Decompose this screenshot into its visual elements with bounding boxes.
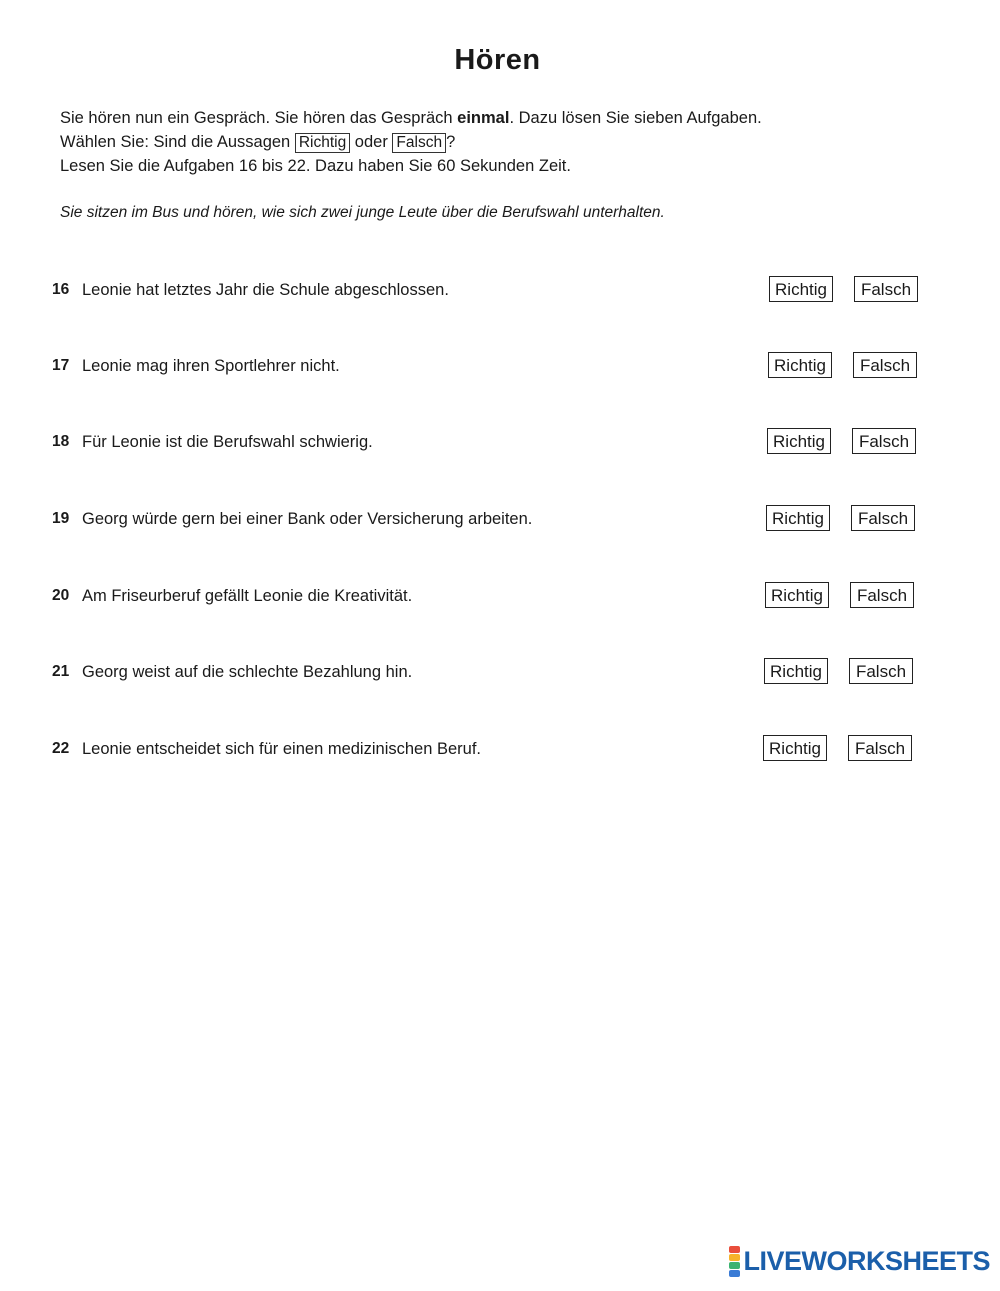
instruction-text: . Dazu lösen Sie sieben Aufgaben. (509, 109, 762, 127)
task-statement: Leonie entscheidet sich für einen medizinischen Beruf. (82, 740, 481, 758)
instructions (60, 106, 940, 178)
richtig-button[interactable]: Richtig (765, 582, 829, 608)
richtig-button[interactable]: Richtig (766, 505, 830, 531)
task-22 (52, 735, 922, 765)
task-number: 19 (52, 510, 70, 527)
instruction-line-3: Lesen Sie die Aufgaben 16 bis 22. Dazu haben Sie 60 Sekunden Zeit. (60, 157, 571, 175)
richtig-button[interactable]: Richtig (763, 735, 827, 761)
instruction-text: ? (446, 133, 456, 151)
task-statement: Am Friseurberuf gefällt Leonie die Kreativität. (82, 587, 413, 605)
task-18 (52, 428, 922, 458)
task-17 (52, 352, 922, 382)
richtig-button[interactable]: Richtig (768, 352, 832, 378)
logo-mark-icon (729, 1246, 740, 1277)
situation-text: Sie sitzen im Bus und hören, wie sich zwei junge Leute über die Berufswahl unterhalten. (60, 204, 665, 221)
task-number: 16 (52, 281, 70, 298)
logo-text: LIVEWORKSHEETS (743, 1246, 990, 1276)
task-statement: Georg würde gern bei einer Bank oder Versicherung arbeiten. (82, 510, 533, 528)
task-19 (52, 505, 922, 535)
falsch-button[interactable]: Falsch (849, 658, 913, 684)
falsch-button[interactable]: Falsch (850, 582, 914, 608)
task-number: 22 (52, 740, 70, 757)
richtig-button[interactable]: Richtig (764, 658, 828, 684)
instruction-text: Wählen Sie: Sind die Aussagen (60, 133, 295, 151)
instruction-text: oder (350, 133, 393, 151)
task-21 (52, 658, 922, 688)
task-16 (52, 276, 922, 306)
logo-mark-block (729, 1246, 740, 1253)
liveworksheets-logo (729, 1246, 990, 1277)
logo-mark-block (729, 1254, 740, 1261)
falsch-button[interactable]: Falsch (854, 276, 918, 302)
task-number: 18 (52, 433, 70, 450)
falsch-example-box: Falsch (392, 133, 446, 153)
falsch-button[interactable]: Falsch (848, 735, 912, 761)
richtig-button[interactable]: Richtig (769, 276, 833, 302)
logo-mark-block (729, 1262, 740, 1269)
falsch-button[interactable]: Falsch (851, 505, 915, 531)
richtig-example-box: Richtig (295, 133, 350, 153)
task-number: 21 (52, 663, 70, 680)
instruction-line-1 (60, 106, 940, 130)
task-statement: Georg weist auf die schlechte Bezahlung hin. (82, 663, 413, 681)
task-statement: Leonie mag ihren Sportlehrer nicht. (82, 357, 340, 375)
richtig-button[interactable]: Richtig (767, 428, 831, 454)
instruction-emphasis: einmal (457, 109, 510, 127)
instruction-line-2 (60, 130, 940, 154)
falsch-button[interactable]: Falsch (853, 352, 917, 378)
task-number: 17 (52, 357, 70, 374)
task-number: 20 (52, 587, 70, 604)
task-statement: Für Leonie ist die Berufswahl schwierig. (82, 433, 373, 451)
task-20 (52, 582, 922, 612)
falsch-button[interactable]: Falsch (852, 428, 916, 454)
task-statement: Leonie hat letztes Jahr die Schule abgeschlossen. (82, 281, 449, 299)
logo-mark-block (729, 1270, 740, 1277)
page-title: Hören (454, 44, 541, 76)
instruction-text: Sie hören nun ein Gespräch. Sie hören das Gespräch (60, 109, 458, 127)
